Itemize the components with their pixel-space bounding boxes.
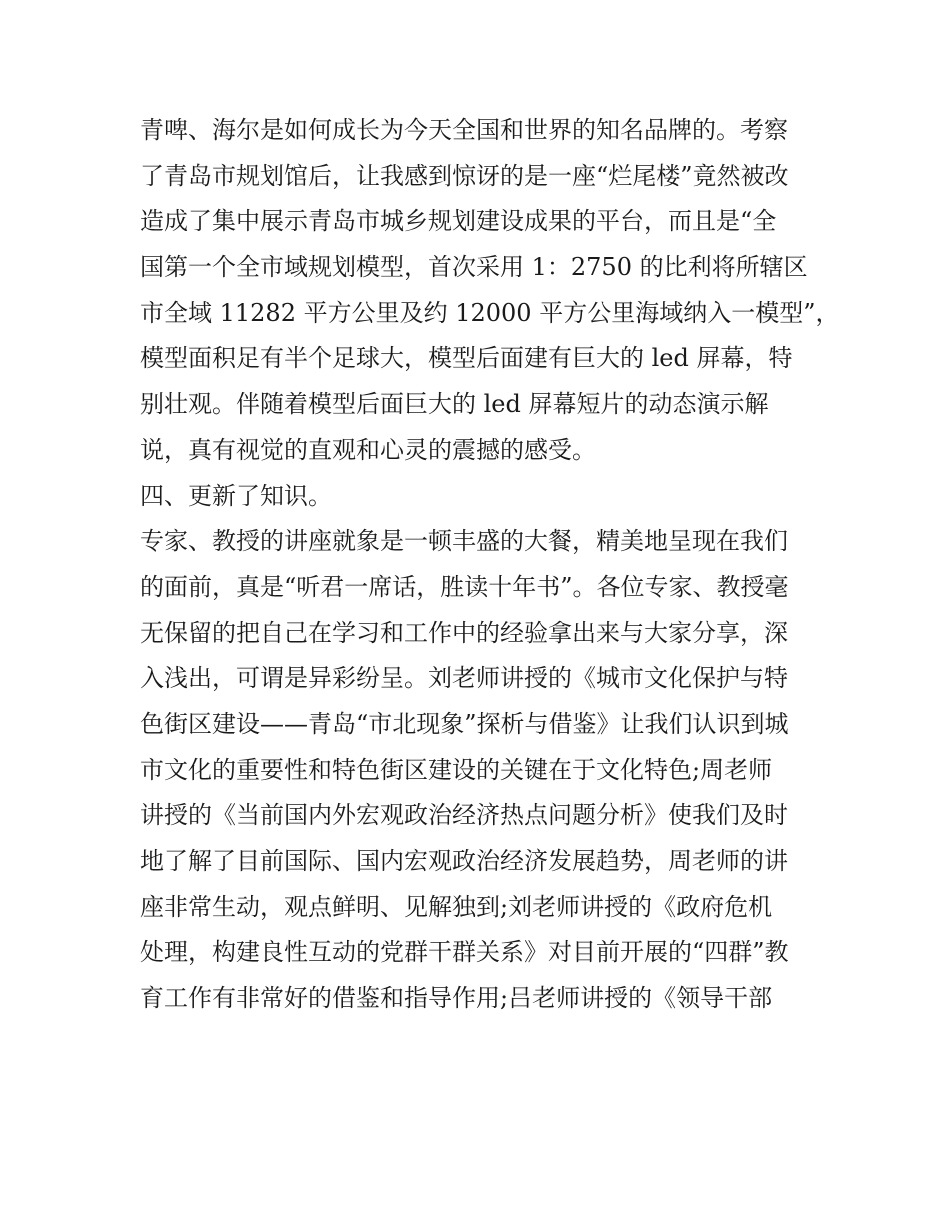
- text-line: 的面前，真是“听君一席话，胜读十年书”。各位专家、教授毫: [140, 572, 789, 601]
- text-line: 专家、教授的讲座就象是一顿丰盛的大餐，精美地呈现在我们: [140, 527, 788, 556]
- text-line: 入浅出，可谓是异彩纷呈。刘老师讲授的《城市文化保护与特: [140, 664, 788, 693]
- text-line: 处理，构建良性互动的党群干群关系》对目前开展的“四群”教: [140, 938, 789, 967]
- body-text: [140, 108, 840, 1022]
- text-line: 模型面积足有半个足球大，模型后面建有巨大的 led 屏幕，特: [140, 344, 793, 373]
- text-line: 说，真有视觉的直观和心灵的震撼的感受。: [140, 435, 596, 464]
- text-line: 青啤、海尔是如何成长为今天全国和世界的知名品牌的。考察: [140, 116, 788, 144]
- text-line: 无保留的把自己在学习和工作中的经验拿出来与大家分享，深: [140, 618, 788, 647]
- text-line: 座非常生动，观点鲜明、见解独到;刘老师讲授的《政府危机: [140, 892, 773, 921]
- text-line: 了青岛市规划馆后，让我感到惊讶的是一座“烂尾楼”竟然被改: [140, 161, 789, 190]
- text-line: 育工作有非常好的借鉴和指导作用;吕老师讲授的《领导干部: [140, 984, 773, 1013]
- text-line: 别壮观。伴随着模型后面巨大的 led 屏幕短片的动态演示解: [140, 390, 769, 419]
- text-line: 地了解了目前国际、国内宏观政治经济发展趋势，周老师的讲: [140, 847, 788, 875]
- text-line: 市文化的重要性和特色街区建设的关键在于文化特色;周老师: [140, 755, 773, 784]
- text-line: 色街区建设——青岛“市北现象”探析与借鉴》让我们认识到城: [140, 709, 789, 738]
- text-line: 讲授的《当前国内外宏观政治经济热点问题分析》使我们及时: [140, 801, 788, 830]
- text-line: 国第一个全市域规划模型，首次采用 1：2750 的比利将所辖区: [140, 253, 808, 282]
- section-heading: 四、更新了知识。: [140, 481, 332, 510]
- text-line: 市全域 11282 平方公里及约 12000 平方公里海域纳入一模型”，: [140, 298, 840, 327]
- text-line: 造成了集中展示青岛市城乡规划建设成果的平台，而且是“全: [140, 207, 777, 236]
